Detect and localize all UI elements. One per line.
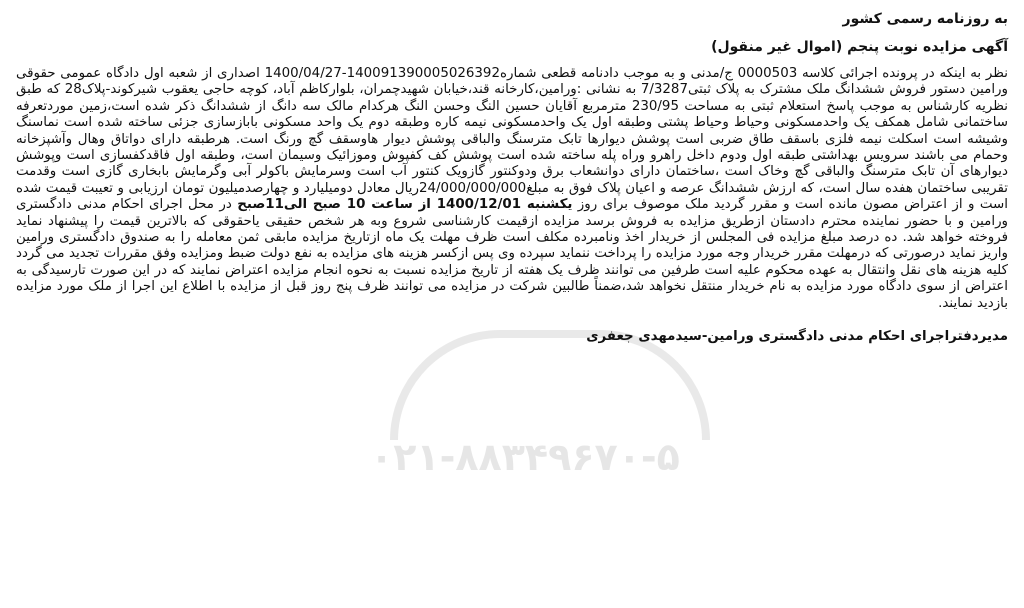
watermark-phone: ۰۲۱-۸۸۳۴۹۶۷۰-۵ bbox=[370, 435, 680, 479]
watermark-arc-shape bbox=[390, 330, 710, 440]
auction-date-time: یکشنبه 1400/12/01 از ساعت 10 صبح الی11صبح bbox=[237, 197, 573, 213]
notice-title: آگهی مزایده نوبت پنجم (اموال غیر منقول) bbox=[711, 39, 1008, 55]
notice-body-part2: در محل اجرای احکام مدنی دادگستری ورامین و با حضور نماینده محترم دادستان ازطریق مزایده به فروش برسد مزایده ازقیمت کارشناسی شروع وبه هر شخص حقیقی یاحقوقی که بالاترین قیمت را پیشنهاد نماید فروخته خواهد شد. ده درصد مبلغ مزایده فی المجلس از خریدار اخذ ونامبرده مکلف است ظرف مهلت یک ماه ازتاریخ مزایده مابقی ثمن معامله را به صندوق دادگستری ورامین واریز نماید درصورتی که درمهلت مقرر خریدار وجه مورد مزایده را پرداخت ننماید سپرده وی پس ازکسر هزینه های مزایده به نفع دولت ضبط ومزایده وفق مقررات تجدید می گردد کلیه هزینه های نقل وانتقال به عهده محکوم علیه است طرفین می توانند ظرف یک هفته از تاریخ مزایده نسبت به نحوه انجام مزایده اعتراض نمایند که در این صورت تارسیدگی به اعتراض از سوی دادگاه مورد مزایده به نام خریدار منتقل نخواهد شد،ضمناً طالبین شرکت در مزایده می توانند ظرف پنج روز قبل از مزایده با اطلاع این اجرا از ملک مورد مزایده بازدید نمایند. bbox=[16, 197, 1008, 311]
signature-line: مدیردفتراجرای احکام مدنی دادگستری ورامین-سیدمهدی جعفری bbox=[586, 329, 1008, 345]
notice-body-part1: نظر به اینکه در پرونده اجرائی کلاسه 0000503 ج/مدنی و به موجب دادنامه قطعی شماره140091390005026392-1400/04/27 اصداری از شعبه اول دادگاه عمومی حقوقی ورامین دستور فروش ششدانگ ملک مشترک به پلاک ثبتی7/3287 به نشانی :ورامین،کارخانه قند،خیابان شهیدچمران، بلوارکاظم آباد، کوچه حاجی یعقوب شیرکوند-پلاک28 که طبق نظریه کارشناس به موجب پاسخ استعلام ثبتی به مساحت 230/95 مترمربع آقایان حسین النگ وحسن النگ هرکدام مالک سه دانگ از ششدانگ ذکر شده است،زمین موردتعرفه ساختمانی شامل همکف یک واحدمسکونی وحیاط وحیاط پشتی وطبقه اول یک واحدمسکونی نیمه کاره وطبقه دوم یک واحد مسکونی بابازسازی جزئی ساخته شده است نماسنگ وشیشه است اسکلت نیمه فلزی باسقف طاق ضربی است پوشش دیوارها تابک مترسنگ والباقی پوشش دیوار هاوسقف گچ ورنگ است. هرطبقه دارای دواتاق وهال وآشپزخانه وحمام می باشند سرویس بهداشتی طبقه اول ودوم داخل راهرو وراه پله ساخته شده است پوشش کف کفپوش وموزائیک وسیمان است، وطبقه اول فاقدکفسازی است وپوشش دیوارهای آن تابک مترسنگ والباقی گچ وخاک است ،ساختمان دارای دوانشعاب برق ودوکنتور گازویک کنتور آب است وسرمایش باکولر آبی وگرمایش بابخاری گازی است وقدمت تقریبی ساختمان هفده سال است، که ارزش ششدانگ عرصه و اعیان پلاک فوق به مبلغ24/000/000/000ریال معادل دومیلیارد و چهارصدمیلیون تومان ارزیابی و تعیبت قیمت شده است و از اعتراض مصون مانده است و مقرر گردید ملک موصوف برای روز bbox=[16, 66, 1009, 213]
watermark-logo bbox=[330, 330, 770, 490]
notice-body bbox=[16, 66, 1008, 312]
newspaper-header: به روزنامه رسمی کشور bbox=[842, 11, 1008, 27]
